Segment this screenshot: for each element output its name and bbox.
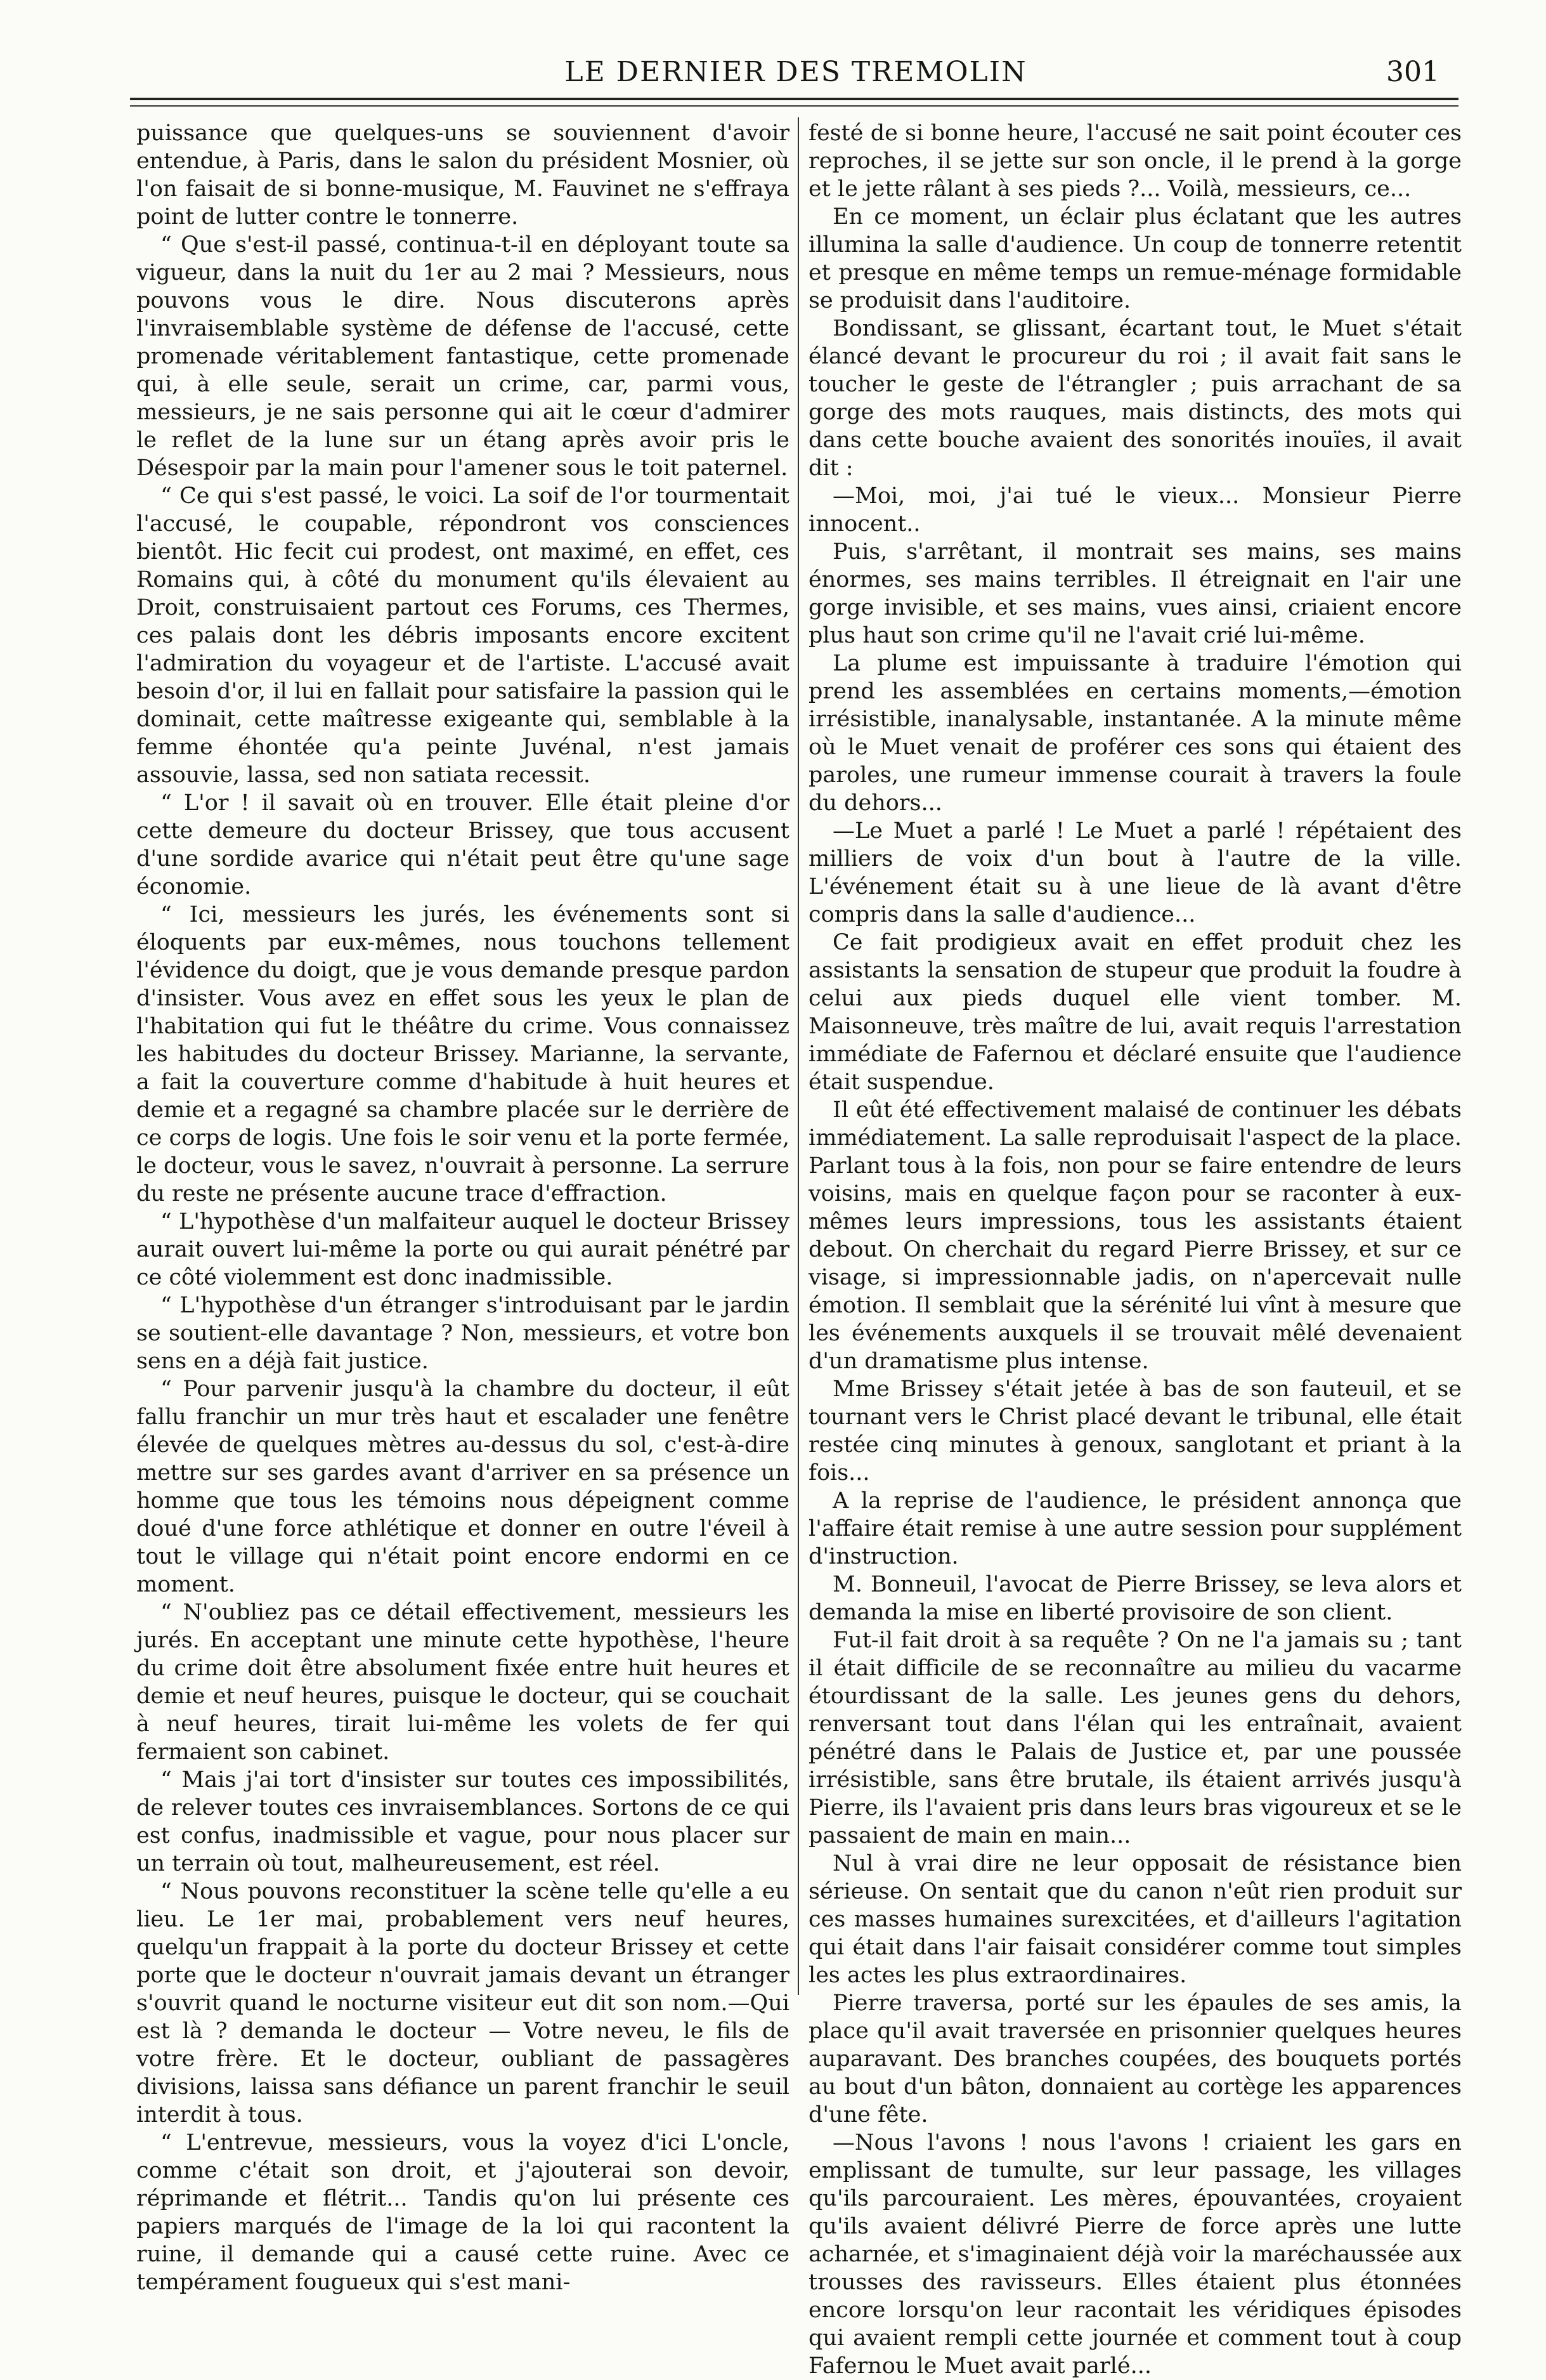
paragraph: “ L'hypothèse d'un étranger s'introduisant par le jardin se soutient-elle davantage ? Non, messieurs, et votre bon sens en a déjà fait justice.	[136, 1293, 789, 1374]
paragraph: Mme Brissey s'était jetée à bas de son fauteuil, et se tournant vers le Christ placé devant le tribunal, elle était restée cinq minutes à genoux, sanglotant et priant à la fois...	[809, 1376, 1462, 1486]
paragraph: A la reprise de l'audience, le président annonça que l'affaire était remise à une autre session pour supplément d'instruction.	[809, 1488, 1462, 1569]
header-rule-thin	[130, 105, 1458, 107]
paragraph: Puis, s'arrêtant, il montrait ses mains, ses mains énormes, ses mains terribles. Il étreignait en l'air une gorge invisible, et ses mains, vues ainsi, criaient encore plus haut son crime qu'il ne l'avait crié lui-même.	[809, 539, 1462, 648]
paragraph: —Le Muet a parlé ! Le Muet a parlé ! répétaient des milliers de voix d'un bout à l'autre de la ville. L'événement était su à une lieue de là avant d'être compris dans la salle d'audience...	[809, 818, 1462, 927]
paragraph: Ce fait prodigieux avait en effet produit chez les assistants la sensation de stupeur que produit la foudre à celui aux pieds duquel elle vient tomber. M. Maisonneuve, très maître de lui, avait requis l'arrestation immédiate de Fafernou et déclaré ensuite que l'audience était suspendue.	[809, 930, 1462, 1095]
paragraph: M. Bonneuil, l'avocat de Pierre Brissey, se leva alors et demanda la mise en liberté provisoire de son client.	[809, 1572, 1462, 1625]
paragraph: “ L'or ! il savait où en trouver. Elle était pleine d'or cette demeure du docteur Brissey, que tous accusent d'une sordide avarice qui n'était peut être qu'une sage économie.	[136, 790, 789, 899]
paragraph: “ L'entrevue, messieurs, vous la voyez d'ici L'oncle, comme c'était son droit, et j'ajouterai son devoir, réprimande et flétrit... Tandis qu'on lui présente ces papiers marqués de l'image de la loi qui racontent la ruine, il demande qui a causé cette ruine. Avec ce tempérament fougueux qui s'est mani-	[136, 2130, 789, 2295]
paragraph: Bondissant, se glissant, écartant tout, le Muet s'était élancé devant le procureur du roi ; il avait fait sans le toucher le geste de l'étrangler ; puis arrachant de sa gorge des mots rauques, mais distincts, des mots qui dans cette bouche avaient des sonorités inouïes, il avait dit :	[809, 316, 1462, 481]
paragraph: puissance que quelques-uns se souviennent d'avoir entendue, à Paris, dans le salon du président Mosnier, où l'on faisait de si bonne-musique, M. Fauvinet ne s'effraya point de lutter contre le tonnerre.	[136, 121, 789, 230]
page-number: 301	[1386, 56, 1439, 88]
column-divider	[798, 117, 799, 1995]
paragraph: “ Ici, messieurs les jurés, les événements sont si éloquents par eux-mêmes, nous touchons tellement l'évidence du doigt, que je vous demande presque pardon d'insister. Vous avez en effet sous les yeux le plan de l'habitation qui fut le théâtre du crime. Vous connaissez les habitudes du docteur Brissey. Marianne, la servante, a fait la couverture comme d'habitude à huit heures et demie et a regagné sa chambre placée sur le derrière de ce corps de logis. Une fois le soir venu et la porte fermée, le docteur, vous le savez, n'ouvrait à personne. La serrure du reste ne présente aucune trace d'effraction.	[136, 902, 789, 1206]
paragraph: “ Mais j'ai tort d'insister sur toutes ces impossibilités, de relever toutes ces invraisemblances. Sortons de ce qui est confus, inadmissible et vague, pour nous placer sur un terrain où tout, malheureusement, est réel.	[136, 1767, 789, 1876]
paragraph: “ N'oubliez pas ce détail effectivement, messieurs les jurés. En acceptant une minute cette hypothèse, l'heure du crime doit être absolument fixée entre huit heures et demie et neuf heures, puisque le docteur, qui se couchait à neuf heures, tirait lui-même les volets de fer qui fermaient son cabinet.	[136, 1600, 789, 1765]
paragraph: La plume est impuissante à traduire l'émotion qui prend les assemblées en certains moments,—émotion irrésistible, inanalysable, instantanée. A la minute même où le Muet venait de proférer ces sons qui étaient des paroles, une rumeur immense courait à travers la foule du dehors...	[809, 651, 1462, 816]
paragraph: “ Nous pouvons reconstituer la scène telle qu'elle a eu lieu. Le 1er mai, probablement vers neuf heures, quelqu'un frappait à la porte du docteur Brissey et cette porte que le docteur n'ouvrait jamais devant un étranger s'ouvrit quand le nocturne visiteur eut dit son nom.—Qui est là ? demanda le docteur — Votre neveu, le fils de votre frère. Et le docteur, oubliant de passagères divisions, laissa sans défiance un parent franchir le seuil interdit à tous.	[136, 1879, 789, 2128]
running-title: LE DERNIER DES TREMOLIN	[564, 56, 1027, 88]
paragraph: En ce moment, un éclair plus éclatant que les autres illumina la salle d'audience. Un coup de tonnerre retentit et presque en même temps un remue-ménage formidable se produisit dans l'auditoire.	[809, 204, 1462, 313]
paragraph: Il eût été effectivement malaisé de continuer les débats immédiatement. La salle reproduisait l'aspect de la place. Parlant tous à la fois, non pour se faire entendre de leurs voisins, mais en quelque façon pour se raconter à eux-mêmes leurs impressions, tous les assistants étaient debout. On cherchait du regard Pierre Brissey, et sur ce visage, si impressionnable jadis, on n'apercevait nulle émotion. Il semblait que la sérénité lui vînt à mesure que les événements auxquels il se trouvait mêlé devenaient d'un dramatisme plus intense.	[809, 1097, 1462, 1374]
header-rule-thick	[130, 98, 1458, 100]
paragraph: “ Ce qui s'est passé, le voici. La soif de l'or tourmentait l'accusé, le coupable, répondront vos consciences bientôt. Hic fecit cui prodest, ont maximé, en effet, ces Romains qui, à côté du monument qu'ils élevaient au Droit, construisaient partout ces Forums, ces Thermes, ces palais dont les débris imposants encore excitent l'admiration du voyageur et de l'artiste. L'accusé avait besoin d'or, il lui en fallait pour satisfaire la passion qui le dominait, cette maîtresse exigeante qui, semblable à la femme éhontée qu'a peinte Juvénal, n'est jamais assouvie, lassa, sed non satiata recessit.	[136, 483, 789, 788]
paragraph: Pierre traversa, porté sur les épaules de ses amis, la place qu'il avait traversée en prisonnier quelques heures auparavant. Des branches coupées, des bouquets portés au bout d'un bâton, donnaient au cortège les apparences d'une fête.	[809, 1991, 1462, 2128]
paragraph: —Moi, moi, j'ai tué le vieux... Monsieur Pierre innocent..	[809, 483, 1462, 537]
right-text-column	[809, 119, 1462, 2380]
paragraph: Fut-il fait droit à sa requête ? On ne l'a jamais su ; tant il était difficile de se reconnaître au milieu du vacarme étourdissant de la salle. Les jeunes gens du dehors, renversant tout dans l'élan qui les entraînait, avaient pénétré dans le Palais de Justice et, par une poussée irrésistible, sans être brutale, ils étaient arrivés jusqu'à Pierre, ils l'avaient pris dans leurs bras vigoureux et se le passaient de main en main...	[809, 1628, 1462, 1848]
left-text-column	[136, 119, 789, 2296]
paragraph: Nul à vrai dire ne leur opposait de résistance bien sérieuse. On sentait que du canon n'eût rien produit sur ces masses humaines surexcitées, et d'ailleurs l'agitation qui était dans l'air faisait considérer comme tout simples les actes les plus extraordinaires.	[809, 1851, 1462, 1988]
paragraph: —Nous l'avons ! nous l'avons ! criaient les gars en emplissant de tumulte, sur leur passage, les villages qu'ils parcouraient. Les mères, épouvantées, croyaient qu'ils avaient délivré Pierre de force après une lutte acharnée, et s'imaginaient déjà voir la maréchaussée aux trousses des ravisseurs. Elles étaient plus étonnées encore lorsqu'on leur racontait les véridiques épisodes qui avaient rempli cette journée et comment tout à coup Fafernou le Muet avait parlé...	[809, 2130, 1462, 2379]
paragraph: “ L'hypothèse d'un malfaiteur auquel le docteur Brissey aurait ouvert lui-même la porte ou qui aurait pénétré par ce côté violemment est donc inadmissible.	[136, 1209, 789, 1290]
paragraph: festé de si bonne heure, l'accusé ne sait point écouter ces reproches, il se jette sur son oncle, il le prend à la gorge et le jette râlant à ses pieds ?... Voilà, messieurs, ce...	[809, 121, 1462, 202]
paragraph: “ Pour parvenir jusqu'à la chambre du docteur, il eût fallu franchir un mur très haut et escalader une fenêtre élevée de quelques mètres au-dessus du sol, c'est-à-dire mettre sur ses gardes avant d'arriver en sa présence un homme que tous les témoins nous dépeignent comme doué d'une force athlétique et donner en outre l'éveil à tout le village qui n'était point encore endormi en ce moment.	[136, 1376, 789, 1597]
paragraph: “ Que s'est-il passé, continua-t-il en déployant toute sa vigueur, dans la nuit du 1er au 2 mai ? Messieurs, nous pouvons vous le dire. Nous discuterons après l'invraisemblable système de défense de l'accusé, cette promenade véritablement fantastique, cette promenade qui, à elle seule, serait un crime, car, parmi vous, messieurs, je ne sais personne qui ait le cœur d'admirer le reflet de la lune sur un étang après avoir pris le Désespoir par la main pour l'amener sous le toit paternel.	[136, 232, 789, 481]
page-header	[133, 52, 1458, 96]
